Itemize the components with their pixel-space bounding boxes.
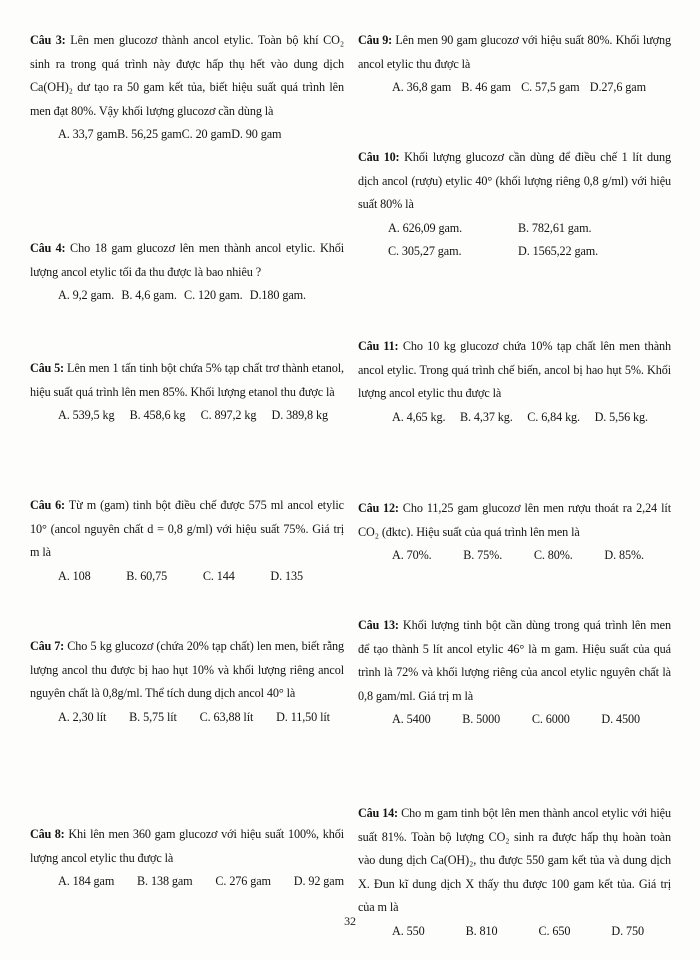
answer-option-d: D. 85%. — [604, 548, 644, 563]
question-cau-6 — [30, 494, 344, 588]
question-cau-3 — [30, 29, 344, 147]
answer-option-d: D.27,6 gam — [589, 80, 646, 95]
answer-options — [392, 544, 644, 568]
question-body — [358, 146, 671, 217]
answer-option-b: B. 5000 — [462, 712, 501, 727]
answer-option-c: C. 57,5 gam — [521, 80, 580, 95]
answer-option-d: D. 4500 — [601, 712, 640, 727]
answer-option-a: A. 184 gam — [58, 874, 115, 889]
answer-option-c: C. 120 gam. — [184, 288, 243, 303]
answer-option-a: A. 539,5 kg — [58, 408, 115, 423]
answer-options — [58, 565, 303, 589]
question-body — [358, 335, 671, 406]
answer-option-b: B. 60,75 — [126, 568, 168, 583]
answer-options — [58, 404, 328, 428]
answer-option-b: B. 4,37 kg. — [459, 409, 513, 424]
answer-option-b: B. 4,6 gam. — [121, 288, 177, 303]
answer-option-d: D. 750 — [611, 923, 644, 938]
question-label: Câu 14: — [358, 806, 398, 820]
question-body — [30, 237, 344, 284]
question-body — [30, 29, 344, 123]
answer-option-b: B. 782,61 gam. — [518, 220, 592, 235]
answer-option-d: D. 1565,22 gam. — [518, 244, 599, 259]
answer-options — [58, 706, 330, 730]
question-text: Từ m (gam) tinh bột điều chế được 575 ml ancol etylic 10° (ancol nguyên chất d = 0,8 g/ml) với hiệu suất 75%. Giá trị m là — [30, 498, 344, 560]
question-text: Cho 11,25 gam glucozơ lên men rượu thoát ra 2,24 lít CO₂ (đktc). Hiệu suất của quá trình lên men là — [358, 501, 671, 539]
question-body — [358, 497, 671, 544]
answer-option-c: C. 20 gam — [181, 127, 232, 142]
answer-options — [392, 76, 646, 100]
answer-options — [392, 708, 640, 732]
question-text: Lên men 1 tấn tinh bột chứa 5% tạp chất trơ thành etanol, hiệu suất quá trình lên men 85%. Khối lượng etanol thu được là — [30, 361, 344, 399]
question-label: Câu 12: — [358, 501, 399, 515]
answer-options — [58, 870, 344, 894]
question-label: Câu 9: — [358, 33, 393, 47]
answer-option-d: D. 92 gam — [293, 874, 344, 889]
answer-option-d: D. 5,56 kg. — [594, 409, 648, 424]
answer-option-c: C. 650 — [538, 923, 571, 938]
question-label: Câu 7: — [30, 639, 64, 653]
question-body — [30, 494, 344, 565]
answer-option-b: B. 138 gam — [137, 874, 193, 889]
question-text: Lên men 90 gam glucozơ với hiệu suất 80%. Khối lượng ancol etylic thu được là — [358, 33, 671, 71]
answer-option-b: B. 56,25 gam — [117, 127, 182, 142]
answer-option-c: C. 276 gam — [215, 874, 271, 889]
question-cau-5 — [30, 357, 344, 428]
answer-option-c: C. 63,88 lít — [199, 709, 254, 724]
question-text: Cho 18 gam glucozơ lên men thành ancol etylic. Khối lượng ancol etylic tối đa thu được là bao nhiêu ? — [30, 241, 344, 279]
question-text: Cho 5 kg glucozơ (chứa 20% tạp chất) len men, biết rằng lượng ancol thu được bị hao hụt 10% và khối lượng riêng ancol nguyên chất là 0,8g/ml. Thể tích dung dịch ancol 40° là — [30, 639, 344, 701]
question-text: Cho 10 kg glucozơ chứa 10% tạp chất lên men thành ancol etylic. Trong quá trình chế biến, ancol bị hao hụt 5%. Khối lượng ancol etylic thu được là — [358, 339, 671, 401]
question-label: Câu 4: — [30, 241, 66, 255]
question-label: Câu 11: — [358, 339, 399, 353]
answer-option-d: D. 389,8 kg — [271, 408, 328, 423]
answer-options — [58, 123, 282, 147]
answer-option-c: C. 305,27 gam. — [388, 244, 462, 259]
question-cau-7 — [30, 635, 344, 729]
question-body — [358, 614, 671, 708]
question-cau-13 — [358, 614, 671, 732]
answer-option-a: A. 5400 — [392, 712, 431, 727]
question-label: Câu 3: — [30, 33, 66, 47]
question-text: Khối lượng glucozơ cần dùng để điều chế 1 lít dung dịch ancol (rượu) etylic 40° (khối lượng riêng 0,8 g/ml) với hiệu suất 80% là — [358, 150, 671, 212]
question-cau-4 — [30, 237, 344, 308]
question-label: Câu 13: — [358, 618, 399, 632]
question-cau-10 — [358, 146, 671, 264]
answer-option-d: D.180 gam. — [249, 288, 306, 303]
question-label: Câu 10: — [358, 150, 400, 164]
question-cau-9 — [358, 29, 671, 100]
question-body — [30, 635, 344, 706]
answer-option-d: D. 135 — [270, 568, 303, 583]
answer-option-d: D. 90 gam — [231, 127, 282, 142]
question-body — [358, 29, 671, 76]
answer-option-b: B. 810 — [465, 923, 498, 938]
question-text: Khối lượng tinh bột cần dùng trong quá trình lên men để tạo thành 5 lít ancol etylic 46° là m gam. Hiệu suất của quá trình là 72% và khối lượng riêng của ancol etylic nguyên chất là 0,8 gam/ml. Giá trị m là — [358, 618, 671, 703]
answer-option-c: C. 6,84 kg. — [527, 409, 580, 424]
question-cau-8 — [30, 823, 344, 894]
question-cau-12 — [358, 497, 671, 568]
answer-options — [392, 406, 648, 430]
question-text: Cho m gam tinh bột lên men thành ancol etylic với hiệu suất 81%. Toàn bộ lượng CO₂ sinh ra được hấp thụ hoàn toàn vào dung dịch Ca(OH)₂, thu được 550 gam kết tủa và dung dịch X. Đun kĩ dung dịch X thấy thu được 100 gam kết tủa. Giá trị của m là — [358, 806, 671, 915]
answer-option-b: B. 5,75 lít — [129, 709, 177, 724]
answer-option-a: A. 108 — [58, 568, 91, 583]
question-label: Câu 5: — [30, 361, 64, 375]
question-text: Khi lên men 360 gam glucozơ với hiệu suất 100%, khối lượng ancol etylic thu được là — [30, 827, 344, 865]
answer-option-a: A. 2,30 lít — [58, 709, 107, 724]
page-number: 32 — [344, 914, 356, 928]
answer-option-c: C. 144 — [202, 568, 235, 583]
question-label: Câu 8: — [30, 827, 65, 841]
question-body — [30, 357, 344, 404]
question-body — [30, 823, 344, 870]
answer-option-b: B. 75%. — [463, 548, 503, 563]
answer-options — [388, 217, 671, 264]
answer-option-c: C. 80%. — [533, 548, 573, 563]
answer-option-a: A. 4,65 kg. — [392, 409, 446, 424]
question-body — [358, 802, 671, 920]
question-cau-11 — [358, 335, 671, 429]
answer-option-a: A. 550 — [392, 923, 425, 938]
answer-options — [58, 284, 306, 308]
answer-option-c: C. 6000 — [531, 712, 570, 727]
answer-option-a: A. 9,2 gam. — [58, 288, 115, 303]
answer-option-b: B. 458,6 kg — [129, 408, 186, 423]
answer-option-c: C. 897,2 kg — [200, 408, 257, 423]
answer-option-a: A. 33,7 gam — [58, 127, 118, 142]
answer-option-a: A. 70%. — [392, 548, 432, 563]
answer-option-a: A. 626,09 gam. — [388, 220, 463, 235]
answer-option-d: D. 11,50 lít — [276, 709, 330, 724]
question-text: Lên men glucozơ thành ancol etylic. Toàn bộ khí CO₂ sinh ra trong quá trình này được hấp thụ hết vào dung dịch Ca(OH)₂ dư tạo ra 50 gam kết tủa, biết hiệu suất quá trình lên men đạt 80%. Vậy khối lượng glucozơ cần dùng là — [30, 33, 344, 118]
question-label: Câu 6: — [30, 498, 65, 512]
answer-option-a: A. 36,8 gam — [392, 80, 452, 95]
answer-option-b: B. 46 gam — [461, 80, 511, 95]
